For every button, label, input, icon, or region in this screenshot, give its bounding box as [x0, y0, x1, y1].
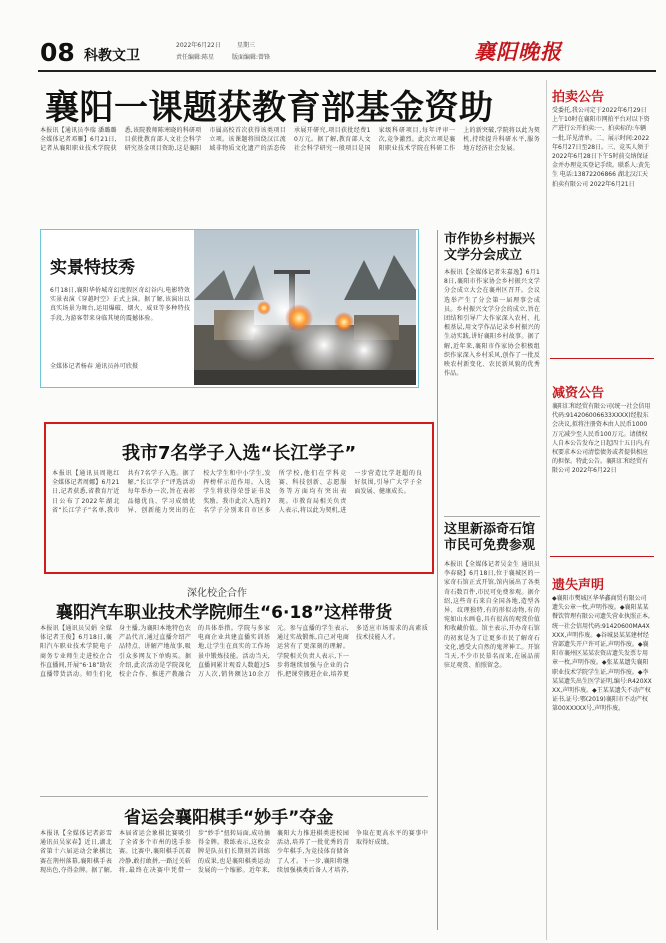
section-name: 科教文卫 — [84, 48, 140, 64]
stunt-show-photo-graphic — [194, 230, 416, 385]
story3-rule — [40, 796, 428, 797]
story2-body: 本报讯【通讯员吴娟 全媒体记者王俊】6月18日,襄阳汽车职业技术学院电子商务专业师生走进校企合作直播间,开展“6·18”助农直播带货活动。师生们化身主播,为襄阳本地特色农产品代言,通过直播介绍产品特点、讲解产地故事,吸引众多网友下单购买。据介绍,此次活动是学院深化校企合作、推进产教融合的具体举措。学院与多家电商企业共建直播实训基地,让学生在真实的工作场景中锻炼技能。活动当天,直播间累计观看人数超过5万人次,销售额达10余万元。参与直播的学生表示,通过实战锻炼,自己对电商运营有了更深刻的理解。学院相关负责人表示,下一步将继续加强与企业的合作,把课堂搬进企业,培养更多适应市场需求的高素质技术技能人才。 — [40, 625, 428, 679]
story-right1-body: 本报讯【全媒体记者朱嘉逸】6月18日,襄阳市作家协会乡村振兴文学分会成立大会在襄州区召开。会议选举产生了分会第一届理事会成员。乡村振兴文学分会的成立,旨在团结和引导广大作家深入农村、扎根基层,用文学作品记录乡村振兴的生动实践,讲好襄阳乡村故事。据了解,近年来,襄阳市作家协会积极组织作家深入乡村采风,创作了一批反映农村新变化、农民新风貌的优秀作品。 — [444, 269, 540, 378]
editor-line: 责任编辑:陈星 — [176, 54, 215, 61]
story-right2-body: 本报讯【全媒体记者吴金生 通讯员李春晓】6月18日,位于襄城区的一家奇石馆正式开馆,馆内展出了各类奇石数百件,市民可免费参观。据介绍,这些奇石来自全国各地,造型各异、纹理独特,有的形似动物,有的宛如山水画卷,具有很高的观赏价值和收藏价值。馆主表示,开办奇石馆的初衷是为了让更多市民了解奇石文化,感受大自然的鬼斧神工。开馆当天,不少市民慕名而来,在展品前驻足观赏、拍照留念。 — [444, 561, 540, 670]
boxed-story-body: 本报讯【通讯员周艳红 全媒体记者周娜】6月21日,记者获悉,省教育厅近日公布了2022年湖北省“长江学子”名单,我市共有7名学子入选。据了解,“长江学子”评选活动每年举办一次,旨在表彰品德优良、学习成绩优异、创新能力突出的在校大学生和中小学生,发挥榜样示范作用。入选学生将获得荣誉证书及奖励。我市此次入选的7名学子分别来自市区多所学校,他们在学科竞赛、科技创新、志愿服务等方面均有突出表现。市教育局相关负责人表示,将以此为契机,进一步营造比学赶超的良好氛围,引导广大学子全面发展、健康成长。 — [52, 470, 422, 514]
story2-title: 襄阳汽车职业技术学院师生“6·18”这样带货 — [56, 603, 393, 623]
issue-date: 2022年6月22日 — [176, 42, 221, 49]
capital-notice-rule — [550, 358, 654, 359]
stunt-show-photo — [194, 230, 416, 385]
boxed-story-title: 我市7名学子入选“长江学子” — [122, 443, 357, 464]
lead-headline: 襄阳一课题获教育部基金资助 — [45, 88, 494, 128]
lead-body: 本报讯【通讯员李瑞 潘璐璐 全媒体记者邓雁】6月21日,记者从襄阳职业技术学院获悉,该院教师陈寒晓的科研项目获批教育部人文社会科学研究基金项目资助,这是襄阳市属高校首次获得该类项目立项。该课题将围绕汉江流域非物质文化遗产的活态传承展开研究,项目获批经费10万元。据了解,教育部人文社会科学研究一般项目是国家级科研项目,每年评审一次,竞争激烈。此次立项是襄阳职业技术学院在科研工作上的新突破,学院将以此为契机,持续提升科研水平,服务地方经济社会发展。 — [40, 127, 540, 153]
lost-notice-rule — [550, 556, 654, 557]
header-rule — [38, 70, 656, 72]
story2-kicker: 深化校企合作 — [187, 588, 247, 599]
story3-title: 省运会襄阳棋手“妙手”夺金 — [124, 808, 334, 828]
photo-feature-text — [44, 233, 194, 383]
story-right2-rule — [444, 516, 540, 517]
page-number: 08 — [40, 38, 75, 67]
photo-feature-caption: 6月18日,襄阳华侨城奇幻度假区奇幻谷内,电影特效实景表演《穿越时空》正式上演。据了解,该演出以真实场景为舞台,运用爆破、烟火、威亚等多种特技手段,为游客带来身临其境的震撼体验。 — [50, 287, 190, 322]
column-divider — [437, 230, 438, 930]
story-right1-title: 市作协乡村振兴文学分会成立 — [444, 232, 536, 263]
lost-notice-title: 遗失声明 — [552, 578, 605, 593]
story-right2-title: 这里新添奇石馆市民可免费参观 — [444, 522, 536, 553]
lost-notice-body: ◆襄阳市樊城区华华鑫商贸有限公司遗失公章一枚,声明作废。◆襄阳某某餐饮管理有限公司遗失营业执照正本,统一社会信用代码:91420600MA4XXXX,声明作废。◆谷城县某某建材经营部遗失开户许可证,声明作废。◆襄阳市襄州区某某农资店遗失发票专用章一枚,声明作废。◆张某某遗失襄阳职业技术学院学生证,声明作废。◆李某某遗失出生医学证明,编号:R420XXXX,声明作废。◆王某某遗失不动产权证书,证号:鄂(2019)襄阳市不动产权第00XXXXX号,声明作废。 — [552, 595, 652, 713]
photo-feature-credit: 全媒体记者杨春 通讯员孙可欣摄 — [50, 363, 139, 370]
auction-notice-body: 受委托,我公司定于2022年6月29日上午10时在襄阳市网拍平台对以下资产进行公开拍卖:一、拍卖标的:车辆一批,详见清单。二、展示时间:2022年6月27日至28日。三、竞买人须于2022年6月28日下午5时前交纳保证金并办理竞买登记手续。联系人:黄先生 电话:13872206866 湖北汉江天拍卖有限公司 2022年6月21日 — [552, 107, 651, 188]
capital-reduction-title: 减资公告 — [552, 386, 605, 401]
masthead-logo: 襄阳晚报 — [474, 39, 562, 64]
issue-weekday: 星期三 — [237, 42, 256, 49]
story3-body: 本报讯【全媒体记者彭雪 通讯员吴家春】近日,湖北省第十六届运动会象棋比赛在荆州落幕,襄阳棋手表现出色,夺得金牌。据了解,本届省运会象棋比赛吸引了全省多个市州的选手参赛。比赛中,襄阳棋手沉着冷静,敢打敢拼,一路过关斩将,最终在决赛中凭借一步“妙手”扭转局面,成功摘得金牌。教练表示,这枚金牌是队员们长期刻苦训练的成果,也是襄阳棋类运动发展的一个缩影。近年来,襄阳大力推进棋类进校园活动,培养了一批优秀的青少年棋手,为竞技体育储备了人才。下一步,襄阳将继续加强棋类后备人才培养,争取在更高水平的赛事中取得好成绩。 — [40, 830, 428, 874]
capital-reduction-body: 襄阳汇和经贸有限公司(统一社会信用代码:914206006633XXXX)经股东会决议,拟将注册资本由人民币1000万元减少至人民币100万元。请债权人自本公告发布之日起四十五日内,有权要求本公司清偿债务或者提供相应的担保。特此公告。襄阳汇和经贸有限公司 2022年6月22日 — [552, 403, 651, 475]
photo-feature-title: 实景特技秀 — [50, 258, 135, 278]
design-line: 版面编辑:曾锋 — [232, 54, 271, 61]
auction-notice-title: 拍卖公告 — [552, 90, 605, 105]
